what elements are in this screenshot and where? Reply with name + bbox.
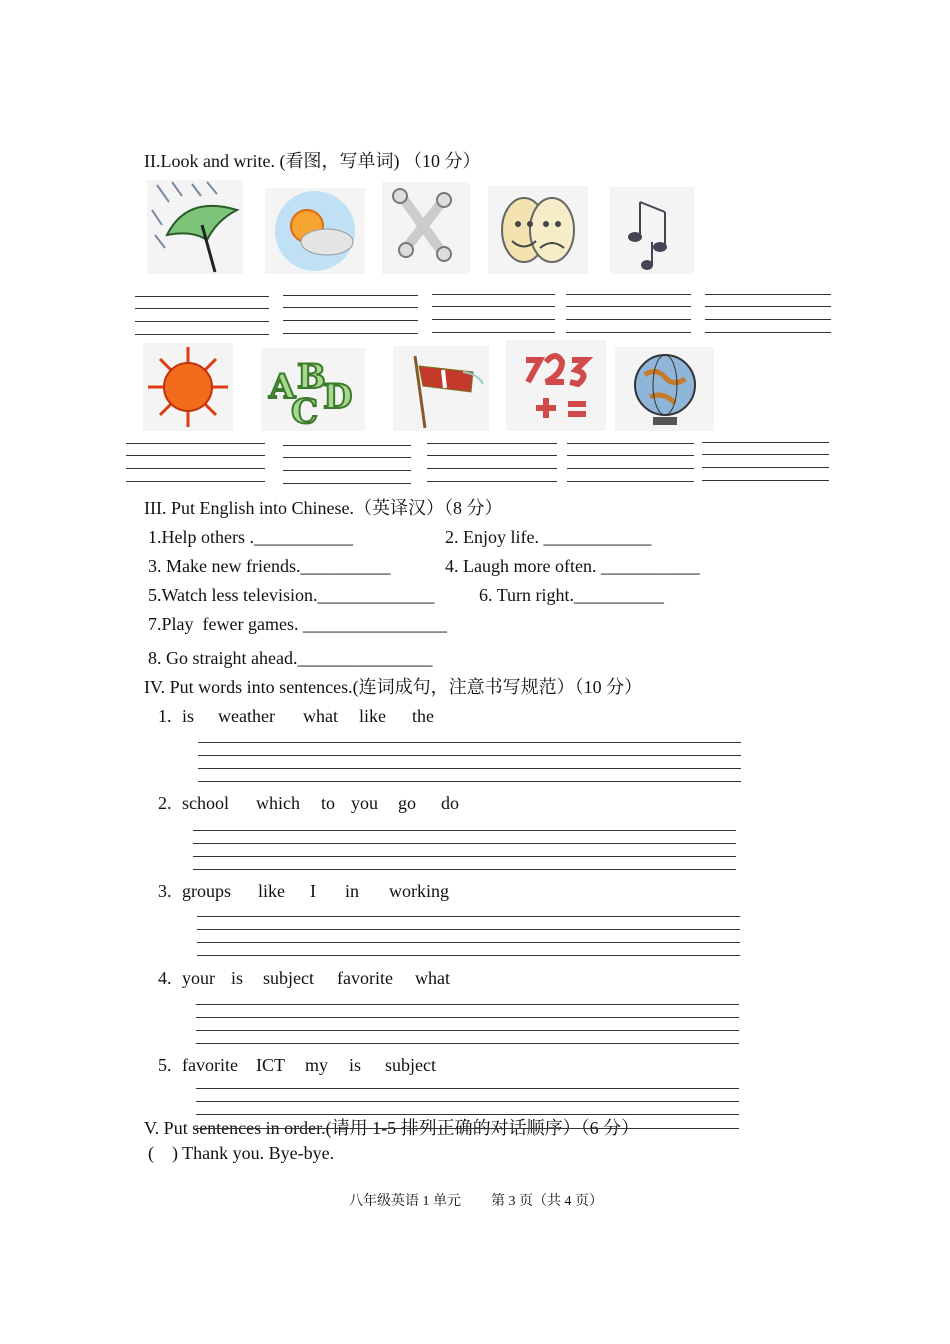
writing-line [283, 483, 411, 484]
writing-line [566, 332, 691, 333]
writing-line [135, 308, 269, 309]
writing-line [135, 321, 269, 322]
sentence-2-word: you [351, 793, 378, 813]
writing-line [196, 1114, 739, 1115]
sentence-1-word: what [303, 706, 338, 726]
section-4-heading: IV. Put words into sentences.(连词成句，注意书写规范）（10 分） [144, 677, 643, 697]
math-symbols-icon [506, 340, 606, 431]
translate-item-3: 3. Make new friends.__________ [148, 556, 391, 576]
writing-line [126, 443, 265, 444]
svg-text:C: C [291, 392, 319, 431]
bones-icon [382, 182, 470, 274]
writing-line [126, 455, 265, 456]
sentence-4-word: favorite [337, 968, 393, 988]
writing-line [283, 320, 418, 321]
writing-line [126, 481, 265, 482]
sentence-3-word: groups [182, 881, 231, 901]
writing-line [567, 468, 694, 469]
writing-line [283, 295, 418, 296]
translate-item-1: 1.Help others .___________ [148, 527, 353, 547]
translate-item-5: 5.Watch less television._____________ [148, 585, 435, 605]
sentence-2-word: do [441, 793, 459, 813]
sentence-3-number: 3. [158, 881, 172, 901]
music-notes-icon [610, 187, 694, 274]
translate-item-7: 7.Play fewer games. ________________ [148, 614, 447, 634]
writing-line [432, 294, 555, 295]
writing-line [283, 445, 411, 446]
writing-line [196, 1128, 739, 1129]
writing-line [283, 470, 411, 471]
sentence-2-word: go [398, 793, 416, 813]
sentence-5-word: is [349, 1055, 362, 1075]
writing-line [567, 455, 694, 456]
footer-page: 第 3 页（共 4 页） [491, 1194, 603, 1209]
writing-line [567, 443, 694, 444]
writing-line [196, 1088, 739, 1089]
sentence-2-word: which [256, 793, 300, 813]
translate-item-8: 8. Go straight ahead._______________ [148, 648, 433, 668]
writing-line [566, 306, 691, 307]
writing-line [705, 319, 831, 320]
writing-line [566, 319, 691, 320]
section-3-heading: III. Put English into Chinese.（英译汉）（8 分） [144, 498, 503, 518]
svg-text:B: B [297, 357, 326, 397]
sun-cloud-icon [265, 188, 365, 274]
sentence-4-word: your [182, 968, 215, 988]
abcd-letters-icon [261, 348, 365, 431]
translate-item-2: 2. Enjoy life. ____________ [445, 527, 652, 547]
writing-line [196, 1101, 739, 1102]
writing-line [135, 296, 269, 297]
order-item-1: ( ) Thank you. Bye-bye. [148, 1143, 335, 1163]
writing-line [193, 843, 736, 844]
writing-line [196, 1030, 739, 1031]
section-5-heading: V. Put sentences in order.(请用 1-5 排列正确的对话顺序）（6 分） [144, 1118, 640, 1138]
writing-line [427, 481, 557, 482]
svg-text:A: A [269, 367, 296, 407]
writing-line [427, 468, 557, 469]
writing-line [197, 955, 740, 956]
svg-text:D: D [323, 377, 353, 417]
sun-icon [143, 343, 233, 431]
writing-line [567, 481, 694, 482]
translate-item-6: 6. Turn right.__________ [479, 585, 665, 605]
writing-line [193, 856, 736, 857]
sentence-5-word: ICT [256, 1055, 285, 1075]
windsock-icon [393, 346, 489, 431]
writing-line [198, 742, 741, 743]
sentence-2-word: to [321, 793, 336, 813]
sentence-4-word: is [231, 968, 244, 988]
writing-line [193, 830, 736, 831]
writing-line [427, 443, 557, 444]
masks-icon [488, 186, 588, 274]
writing-line [198, 781, 741, 782]
sentence-2-number: 2. [158, 793, 172, 813]
writing-line [283, 307, 418, 308]
writing-line [702, 454, 829, 455]
sentence-4-number: 4. [158, 968, 172, 988]
writing-line [196, 1004, 739, 1005]
writing-line [432, 319, 555, 320]
footer-unit: 八年级英语 1 单元 [349, 1194, 461, 1209]
globe-icon [615, 347, 714, 431]
sentence-3-word: in [345, 881, 360, 901]
sentence-2-word: school [182, 793, 229, 813]
sentence-4-word: subject [263, 968, 314, 988]
writing-line [197, 942, 740, 943]
sentence-1-number: 1. [158, 706, 172, 726]
sentence-5-word: my [305, 1055, 329, 1075]
writing-line [196, 1017, 739, 1018]
writing-line [427, 455, 557, 456]
sentence-1-word: weather [218, 706, 275, 726]
writing-line [283, 333, 418, 334]
writing-line [702, 480, 829, 481]
umbrella-rain-icon [147, 180, 243, 274]
sentence-3-word: like [258, 881, 285, 901]
sentence-4-word: what [415, 968, 450, 988]
sentence-5-word: subject [385, 1055, 436, 1075]
writing-line [193, 869, 736, 870]
writing-line [702, 442, 829, 443]
writing-line [135, 334, 269, 335]
writing-line [432, 306, 555, 307]
writing-line [432, 332, 555, 333]
sentence-5-word: favorite [182, 1055, 238, 1075]
writing-line [705, 332, 831, 333]
sentence-5-number: 5. [158, 1055, 172, 1075]
writing-line [198, 768, 741, 769]
writing-line [705, 306, 831, 307]
section-2-heading: II.Look and write. (看图，写单词) （10 分） [144, 151, 481, 171]
writing-line [197, 916, 740, 917]
writing-line [283, 457, 411, 458]
writing-line [198, 755, 741, 756]
sentence-1-word: is [182, 706, 195, 726]
writing-line [705, 294, 831, 295]
writing-line [197, 929, 740, 930]
sentence-1-word: the [412, 706, 434, 726]
writing-line [196, 1043, 739, 1044]
writing-line [566, 294, 691, 295]
translate-item-4: 4. Laugh more often. ___________ [445, 556, 700, 576]
writing-line [126, 468, 265, 469]
sentence-3-word: working [389, 881, 449, 901]
sentence-3-word: I [310, 881, 316, 901]
sentence-1-word: like [359, 706, 386, 726]
writing-line [702, 467, 829, 468]
